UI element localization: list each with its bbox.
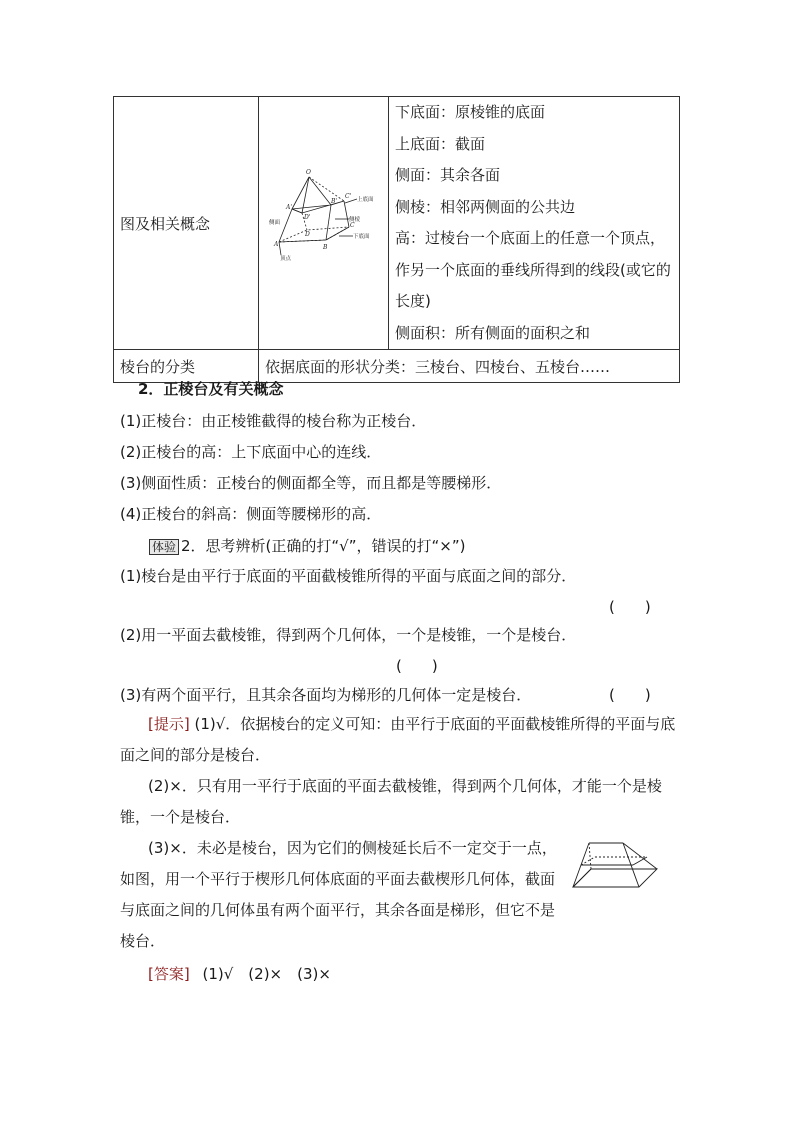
label-b1: B' [331,198,338,205]
hint-paragraph-1 [120,709,676,771]
frustum-diagram [259,97,388,345]
hint-paragraph-3: (3)×．未必是棱台，因为它们的侧棱延长后不一定交于一点，如图，用一个平行于楔形几何体底面的平面去截楔形几何体，截面与底面之间的几何体虽有两个面平行，其余各面是梯形，但它不是棱台． [120,839,557,950]
label-upper-base: 上底面 [357,197,374,203]
label-a1: A' [286,204,292,211]
label-c: C [350,222,355,229]
concept-table [113,96,680,383]
wedge-figure [565,835,665,895]
label-vertex: 顶点 [280,256,292,262]
section-item: (1)正棱台：由正棱锥截得的棱台称为正棱台． [120,412,427,430]
exercise-tag: 体验 [149,539,179,555]
label-a: A [274,241,279,248]
section-item: (2)正棱台的高：上下底面中心的连线． [120,443,382,461]
classification-cell: 依据底面的形状分类：三棱台、四棱台、五棱台…… [259,350,680,383]
question-2: (2)用一平面去截棱锥，得到两个几何体，一个是棱锥，一个是棱台． [120,626,577,644]
label-lower-base: 下底面 [353,234,370,240]
section-item: (4)正棱台的斜高：侧面等腰梯形的高． [120,505,382,523]
hint-label: [提示] [148,715,190,733]
section-item: (3)侧面性质：正棱台的侧面都全等，而且都是等腰梯形． [120,474,502,492]
definitions-cell [389,97,680,350]
section-heading: 2．正棱台及有关概念 [138,380,284,398]
def-height: 高：过棱台一个底面上的任意一个顶点，作另一个底面的垂线所得到的线段(或它的长度) [395,229,671,310]
answer-line [148,963,331,984]
exercise-title: 2．思考辨析(正确的打“√”，错误的打“×”) [181,537,466,555]
def-lateral-face: 侧面：其余各面 [395,166,501,184]
answer-label: [答案] [148,965,190,983]
table-row [114,97,680,350]
answer-paren-1: ( ) [609,598,651,616]
row-label: 图及相关概念 [114,97,259,350]
def-lateral-area: 侧面积：所有侧面的面积之和 [395,323,591,342]
question-1: (1)棱台是由平行于底面的平面截棱锥所得的平面与底面之间的部分． [120,567,577,585]
exercise-title-line [149,535,465,556]
label-lateral-face: 侧面 [269,220,281,226]
label-b: B [323,244,328,251]
label-d1: D' [304,214,311,221]
label-d: D [305,231,310,238]
hint-paragraph-2: (2)×．只有用一平行于底面的平面去截棱锥，得到两个几何体，才能一个是棱锥，一个是棱台． [120,777,662,826]
hint-text-1: (1)√．依据棱台的定义可知：由平行于底面的平面截棱锥所得的平面与底面之间的部分是棱台． [120,715,676,764]
label-apex: O [306,169,311,176]
answer-paren-2: ( ) [396,657,438,675]
row-label: 棱台的分类 [114,350,259,383]
def-upper-base: 上底面：截面 [395,134,486,153]
label-c1: C' [345,193,352,200]
answer-paren-3: ( ) [609,686,651,704]
def-lower-base: 下底面：原棱锥的底面 [395,103,546,121]
def-lateral-edge: 侧棱：相邻两侧面的公共边 [395,197,576,216]
label-lateral-edge: 侧棱 [349,217,361,223]
question-3: (3)有两个面平行，且其余各面均为梯形的几何体一定是棱台． [120,686,532,704]
frustum-figure-cell [259,97,389,350]
answer-text: (1)√ (2)× (3)× [202,965,331,983]
